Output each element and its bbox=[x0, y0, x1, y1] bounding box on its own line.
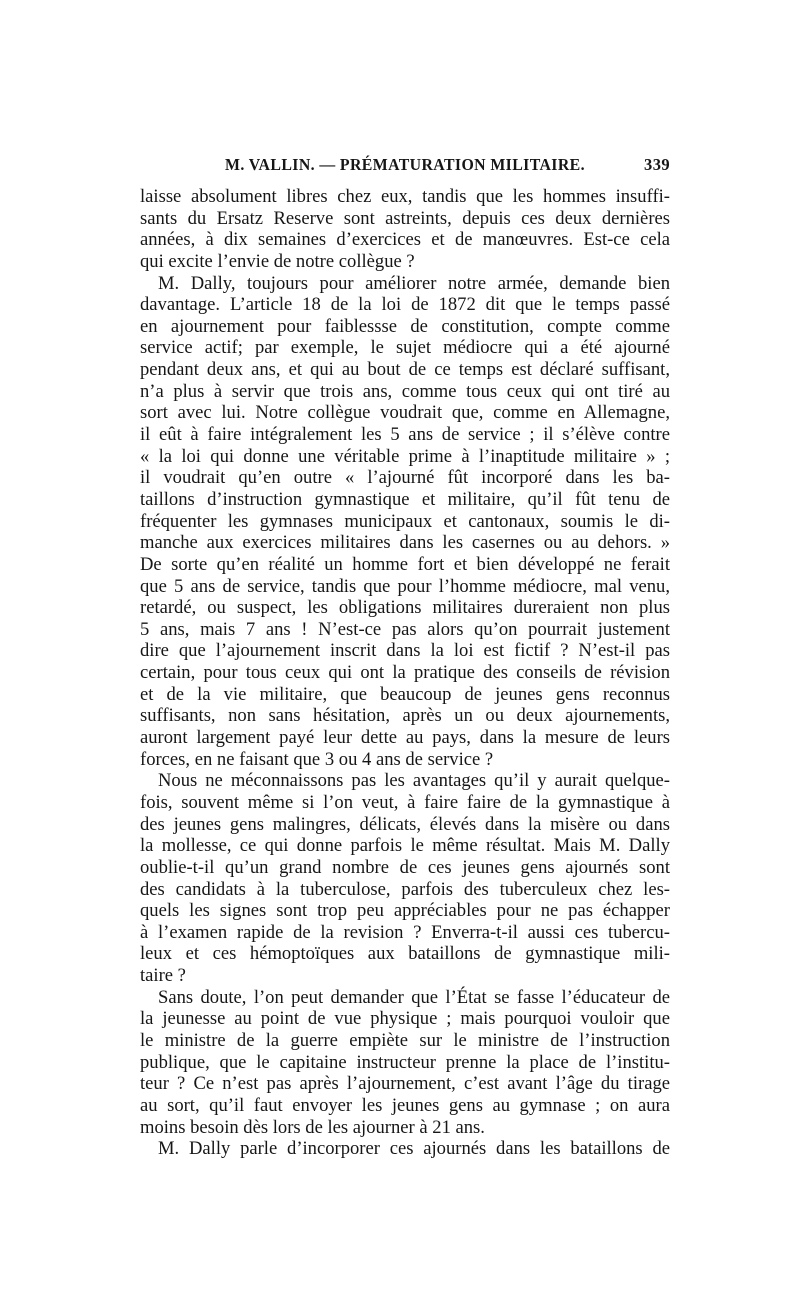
text-line: fois, souvent même si l’on veut, à faire faire de la gymnastique à bbox=[140, 791, 670, 813]
text-line: il voudrait qu’en outre « l’ajourné fût incorporé dans les ba- bbox=[140, 467, 670, 489]
text-line: fréquenter les gymnases municipaux et cantonaux, soumis le di- bbox=[140, 510, 670, 532]
text-line: davantage. L’article 18 de la loi de 1872 dit que le temps passé bbox=[140, 294, 670, 316]
text-line: que 5 ans de service, tandis que pour l’homme médiocre, mal venu, bbox=[140, 575, 670, 597]
page-number: 339 bbox=[644, 155, 670, 174]
text-line: sants du Ersatz Reserve sont astreints, depuis ces deux dernières bbox=[140, 207, 670, 229]
text-line: le ministre de la guerre empiète sur le ministre de l’instruction bbox=[140, 1029, 670, 1051]
text-line: 5 ans, mais 7 ans ! N’est-ce pas alors qu’on pourrait justement bbox=[140, 618, 670, 640]
running-head-title: M. VALLIN. — PRÉMATURATION MILITAIRE. bbox=[225, 155, 585, 174]
text-line: De sorte qu’en réalité un homme fort et bien développé ne ferait bbox=[140, 553, 670, 575]
text-line: auront largement payé leur dette au pays, dans la mesure de leurs bbox=[140, 727, 670, 749]
text-line: et de la vie militaire, que beaucoup de jeunes gens reconnus bbox=[140, 683, 670, 705]
text-line: dire que l’ajournement inscrit dans la loi est fictif ? N’est-il pas bbox=[140, 640, 670, 662]
text-line: Nous ne méconnaissons pas les avantages qu’il y aurait quelque- bbox=[158, 770, 670, 792]
text-line: la jeunesse au point de vue physique ; mais pourquoi vouloir que bbox=[140, 1008, 670, 1030]
text-line: service actif; par exemple, le sujet médiocre qui a été ajourné bbox=[140, 337, 670, 359]
text-line: taillons d’instruction gymnastique et militaire, qu’il fût tenu de bbox=[140, 488, 670, 510]
text-line: M. Dally, toujours pour améliorer notre armée, demande bien bbox=[158, 272, 670, 294]
text-line: pendant deux ans, et qui au bout de ce temps est déclaré suffisant, bbox=[140, 359, 670, 381]
body-text bbox=[140, 186, 670, 1160]
text-line: « la loi qui donne une véritable prime à l’inaptitude militaire » ; bbox=[140, 445, 670, 467]
text-line: sort avec lui. Notre collègue voudrait que, comme en Allemagne, bbox=[140, 402, 670, 424]
text-line: leux et ces hémoptoïques aux bataillons de gymnastique mili- bbox=[140, 943, 670, 965]
text-line: Sans doute, l’on peut demander que l’État se fasse l’éducateur de bbox=[158, 986, 670, 1008]
text-line: en ajournement pour faiblessse de constitution, compte comme bbox=[140, 315, 670, 337]
text-line: teur ? Ce n’est pas après l’ajournement, c’est avant l’âge du tirage bbox=[140, 1073, 670, 1095]
text-line: taire ? bbox=[140, 965, 186, 987]
text-line: laisse absolument libres chez eux, tandis que les hommes insuffi- bbox=[140, 186, 670, 207]
text-line: n’a plus à servir que trois ans, comme tous ceux qui ont tiré au bbox=[140, 380, 670, 402]
text-line: manche aux exercices militaires dans les casernes ou au dehors. » bbox=[140, 532, 670, 554]
text-line: M. Dally parle d’incorporer ces ajournés dans les bataillons de bbox=[158, 1138, 670, 1160]
text-line: oublie-t-il qu’un grand nombre de ces jeunes gens ajournés sont bbox=[140, 856, 670, 878]
text-line: retardé, ou suspect, les obligations militaires dureraient non plus bbox=[140, 597, 670, 619]
text-line: des candidats à la tuberculose, parfois des tuberculeux chez les- bbox=[140, 878, 670, 900]
text-line: années, à dix semaines d’exercices et de manœuvres. Est-ce cela bbox=[140, 229, 670, 251]
text-line: certain, pour tous ceux qui ont la pratique des conseils de révision bbox=[140, 662, 670, 684]
text-line: à l’examen rapide de la revision ? Enverra-t-il aussi ces tubercu- bbox=[140, 921, 670, 943]
text-line: publique, que le capitaine instructeur prenne la place de l’institu- bbox=[140, 1051, 670, 1073]
text-line: au sort, qu’il faut envoyer les jeunes gens au gymnase ; on aura bbox=[140, 1094, 670, 1116]
text-line: moins besoin dès lors de les ajourner à 21 ans. bbox=[140, 1116, 485, 1138]
text-line: forces, en ne faisant que 3 ou 4 ans de service ? bbox=[140, 748, 494, 770]
running-head bbox=[140, 155, 670, 181]
text-line: des jeunes gens malingres, délicats, élevés dans la misère ou dans bbox=[140, 813, 670, 835]
text-line: qui excite l’envie de notre collègue ? bbox=[140, 250, 415, 272]
text-line: quels les signes sont trop peu appréciables pour ne pas échapper bbox=[140, 900, 670, 922]
text-line: il eût à faire intégralement les 5 ans de service ; il s’élève contre bbox=[140, 424, 670, 446]
text-line: suffisants, non sans hésitation, après un ou deux ajournements, bbox=[140, 705, 670, 727]
text-line: la mollesse, ce qui donne parfois le même résultat. Mais M. Dally bbox=[140, 835, 670, 857]
